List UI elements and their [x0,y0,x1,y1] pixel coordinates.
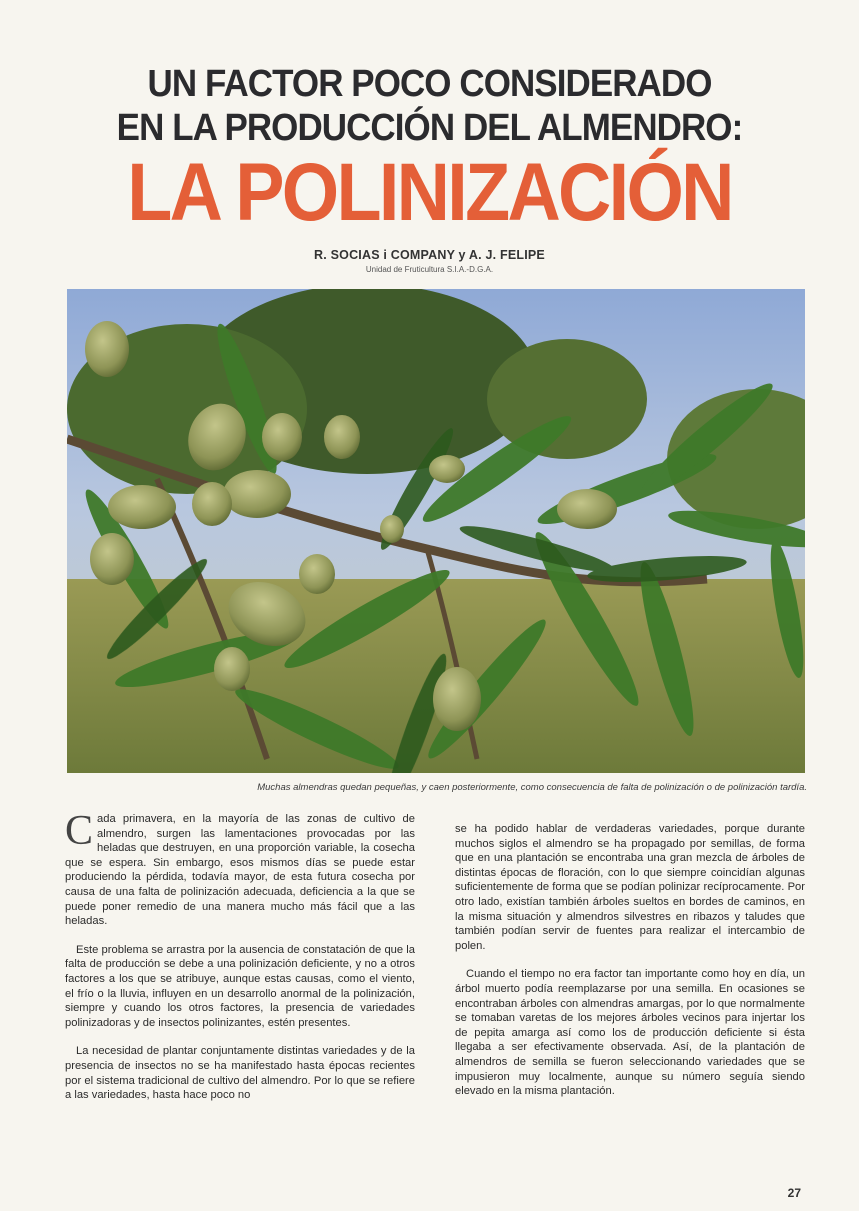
paragraph-1 [65,808,415,929]
page-number: 27 [787,1186,801,1200]
title-block [0,62,859,238]
text-column-left [65,808,415,1117]
title-line-2: EN LA PRODUCCIÓN DEL ALMENDRO: [116,107,743,149]
paragraph-2: Este problema se arrastra por la ausencia de constatación de que la falta de producción se debe a una polinización deficiente, y no a otros factores a los que se atribuye, aunque estas causas, como el viento, el frío o la lluvia, influyen en un desarrollo anormal de la polinización, siempre y cuando los otros factores, la presencia de variedades polinizadoras y de insectos polinizantes, estén presentes. [65,943,415,1029]
almond-branch-photo [67,289,805,773]
almond-branch-illustration [67,289,805,773]
paragraph-1-text: ada primavera, en la mayoría de las zonas de cultivo de almendro, surgen las lamentaciones provocadas por las heladas que destruyen, en una proporción variable, la cosecha que se espera. Sin embargo, esos mismos días se puede estar produciendo la pérdida, todavía mayor, de esta futura cosecha por causa de una falta de polinización adecuada, deficiencia a la que se puede poner remedio de una manera mucho más fácil que a las heladas. [65,813,415,928]
photo-caption: Muchas almendras quedan pequeñas, y caen posteriormente, como consecuencia de falta de polinización o de polinización tardía. [257,782,807,793]
title-line-1: UN FACTOR POCO CONSIDERADO [147,63,712,105]
affiliation: Unidad de Fruticultura S.I.A.-D.G.A. [365,265,494,274]
paragraph-4: se ha podido hablar de verdaderas variedades, porque durante muchos siglos el almendro se ha propagado por semillas, de forma que en una plantación se encontraba una gran mezcla de árboles de distintas épocas de floración, con lo que siempre coincidían algunas suficientemente de forma que se podían polinizar recíprocamente. Por otro lado, existían también árboles sueltos en bordes de caminos, en la misma situación y almendros silvestres en ribazos y taludes que también podían servir de fuentes para realizar el intercambio de polen. [455,823,805,952]
paragraph-3: La necesidad de plantar conjuntamente distintas variedades y de la presencia de insectos no se ha manifestado hasta épocas recientes por el sistema tradicional de cultivo del almendro. Por lo que se refiere a las variedades, hasta hace poco no [65,1045,415,1102]
authors: R. SOCIAS i COMPANY y A. J. FELIPE [314,248,545,262]
drop-cap: C [65,808,94,854]
paragraph-5: Cuando el tiempo no era factor tan importante como hoy en día, un árbol muerto podía reemplazarse por una semilla. En ocasiones se encontraban árboles con almendras amargas, por lo que normalmente se tomaban varetas de los mejores árboles vecinos para injertar los de pepita amarga así como los de producción deficiente si ésta llegaba a ser efectivamente observada. Así, de la plantación de almendros de semilla se fueron seleccionando variedades que se impusieron muy localmente, aunque su número seguía siendo elevado en la misma plantación. [455,968,805,1098]
text-column-right [455,822,805,1113]
main-title: LA POLINIZACIÓN [127,147,732,238]
